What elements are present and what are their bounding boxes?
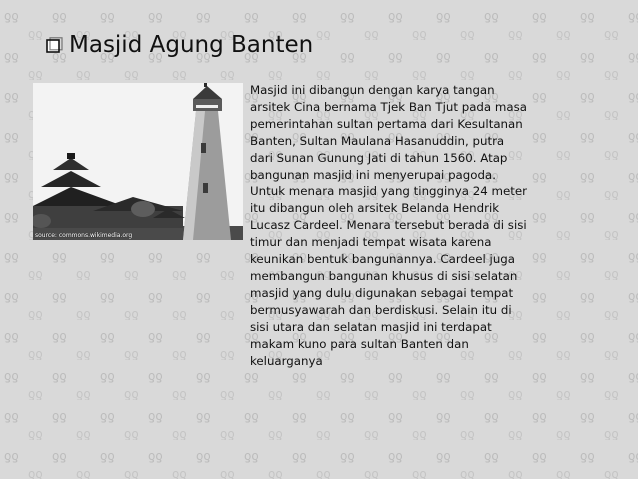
body-line: sisi utara dan selatan masjid ini terdapat [250, 319, 492, 334]
body-line: makam kuno para sultan Banten dan [250, 336, 469, 351]
body-line: keluarganya [250, 353, 323, 368]
body-line: pemerintahan sultan pertama dari Kesultanan [250, 116, 523, 131]
photo-caption: source: commons.wikimedia.org [35, 232, 133, 239]
body-line: arsitek Cina bernama Tjek Ban Tjut pada masa [250, 99, 527, 114]
body-line: Lucasz Cardeel. Menara tersebut berada di sisi [250, 218, 527, 233]
body-line: itu dibangun oleh arsitek Belanda Hendrik [250, 201, 500, 216]
slide-title-text: Masjid Agung Banten [69, 32, 314, 58]
body-line: Banten, Sultan Maulana Hasanuddin, putra [250, 133, 505, 148]
body-paragraph [250, 82, 558, 369]
body-line: Untuk menara masjid yang tingginya 24 meter [250, 184, 527, 199]
body-line: masjid yang dulu digunakan sebagai tempat [250, 285, 514, 300]
body-line: timur dan menjadi tempat wisata karena [250, 235, 492, 250]
slide-title [46, 32, 313, 58]
body-line: bermusyawarah dan berdiskusi. Selain itu di [250, 302, 512, 317]
body-line: bangunan masjid ini menyerupai pagoda. [250, 167, 496, 182]
mosque-photo [33, 83, 243, 240]
body-line: keunikan bentuk bangunannya. Cardeel juga [250, 252, 516, 267]
body-line: dari Sunan Gunung Jati di tahun 1560. Atap [250, 150, 508, 165]
body-line: membangun bangunan khusus di sisi selatan [250, 268, 518, 283]
checkbox-bullet-icon [46, 37, 63, 54]
body-line: Masjid ini dibangun dengan karya tangan [250, 83, 495, 97]
